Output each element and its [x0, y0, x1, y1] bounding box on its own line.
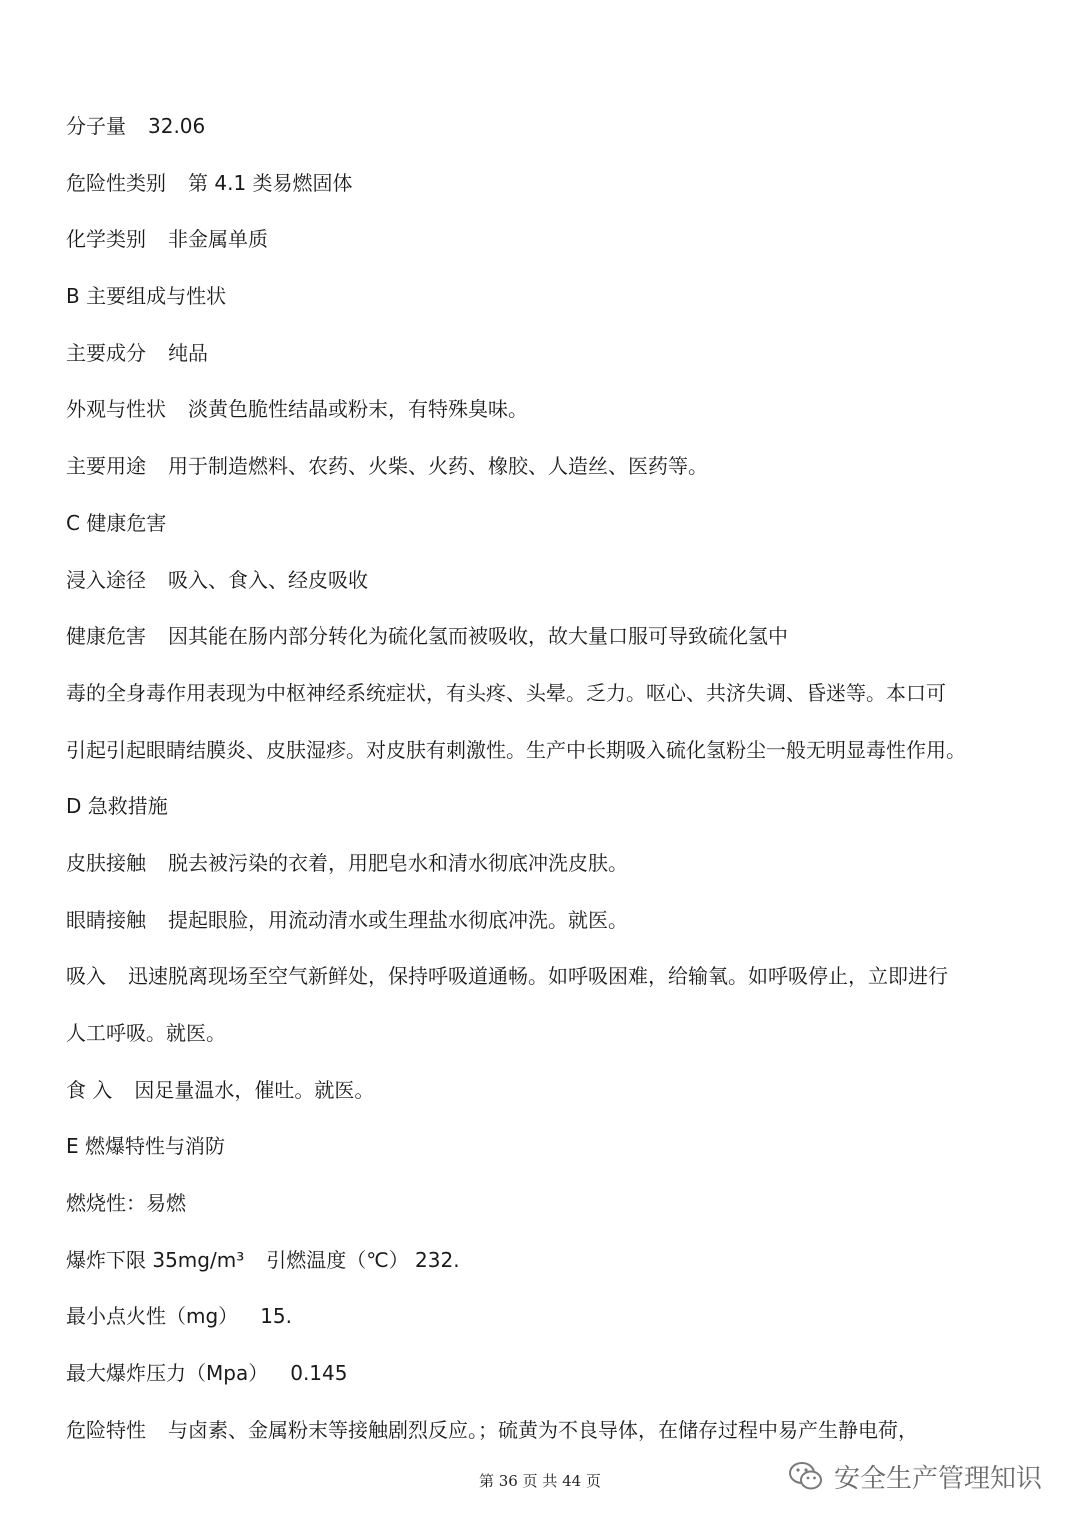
line-value: 提起眼脸，用流动清水或生理盐水彻底冲洗。就医。 — [168, 907, 628, 932]
text-line — [66, 614, 1026, 671]
text-line — [66, 444, 1026, 501]
line-value: 因足量温水，催吐。就医。 — [134, 1077, 375, 1102]
text-line — [66, 841, 1026, 898]
line-label: 最大爆炸压力（Mpa） — [66, 1361, 269, 1386]
line-label: 爆炸下限 35mg/m³ — [66, 1247, 245, 1272]
text-line — [66, 217, 1026, 274]
text-line — [66, 387, 1026, 444]
text-line — [66, 274, 1026, 331]
line-label: 皮肤接触 — [66, 850, 146, 875]
page-footer: 第 36 页 共 44 页 — [478, 1472, 601, 1490]
line-label: 主要成分 — [66, 340, 146, 365]
text-line — [66, 1124, 1026, 1181]
line-label: C 健康危害 — [66, 510, 167, 535]
text-line — [66, 1238, 1026, 1295]
text-line — [66, 898, 1026, 955]
line-label: 眼睛接触 — [66, 907, 146, 932]
line-label: 化学类别 — [66, 227, 146, 252]
line-value: 淡黄色脆性结晶或粉末，有特殊臭味。 — [188, 397, 528, 422]
watermark-text: 安全生产管理知识 — [833, 1463, 1042, 1494]
text-line — [66, 501, 1026, 558]
line-label: 危险特性 — [66, 1417, 146, 1442]
line-value: 因其能在肠内部分转化为硫化氢而被吸收，故大量口服可导致硫化氢中 — [168, 624, 788, 649]
line-label: 外观与性状 — [66, 397, 166, 422]
line-label: B 主要组成与性状 — [66, 284, 227, 309]
line-value: 吸入、食入、经皮吸收 — [168, 567, 368, 592]
text-line — [66, 1011, 1026, 1068]
line-value: 人工呼吸。就医。 — [66, 1021, 226, 1045]
line-label: 最小点火性（mg） — [66, 1304, 239, 1329]
wechat-icon — [786, 1456, 826, 1496]
text-line — [66, 1068, 1026, 1125]
line-value: 与卤素、金属粉末等接触剧烈反应。；硫黄为不良导体，在储存过程中易产生静电荷， — [168, 1417, 918, 1442]
line-value: 第 4.1 类易燃固体 — [188, 170, 353, 195]
line-value: 毒的全身毒作用表现为中枢神经系统症状，有头疼、头晕。乏力。呕心、共济失调、昏迷等。本口可 — [66, 680, 946, 705]
text-line — [66, 104, 1026, 161]
text-line — [66, 671, 1026, 728]
line-label: 燃烧性：易燃 — [66, 1191, 186, 1216]
line-value: 32.06 — [148, 114, 206, 138]
line-value: 引起引起眼睛结膜炎、皮肤湿疹。对皮肤有刺激性。生产中长期吸入硫化氢粉尘一般无明显毒性作用。 — [66, 737, 966, 762]
line-label: D 急救措施 — [66, 794, 168, 819]
line-label: E 燃爆特性与消防 — [66, 1134, 225, 1159]
text-line — [66, 1181, 1026, 1238]
line-label: 浸入途径 — [66, 567, 146, 592]
line-value: 引燃温度（℃） 232. — [266, 1247, 460, 1272]
line-label: 食 入 — [66, 1077, 113, 1102]
line-value: 纯品 — [168, 340, 208, 365]
text-line — [66, 954, 1026, 1011]
line-value: 脱去被污染的衣着，用肥皂水和清水彻底冲洗皮肤。 — [168, 850, 628, 875]
line-label: 危险性类别 — [66, 170, 166, 195]
line-label: 吸入 — [66, 964, 106, 989]
text-line — [66, 558, 1026, 615]
line-value: 0.145 — [290, 1361, 348, 1386]
text-line — [66, 1351, 1026, 1408]
line-value: 用于制造燃料、农药、火柴、火药、橡胶、人造丝、医药等。 — [168, 454, 708, 479]
line-value: 15. — [260, 1304, 292, 1329]
line-value: 非金属单质 — [168, 227, 268, 252]
text-line — [66, 161, 1026, 218]
line-label: 主要用途 — [66, 454, 146, 479]
line-label: 健康危害 — [66, 624, 146, 649]
line-label: 分子量 — [66, 114, 126, 138]
text-line — [66, 331, 1026, 388]
text-line — [66, 784, 1026, 841]
text-line — [66, 1294, 1026, 1351]
text-line — [66, 728, 1026, 785]
document-body — [66, 104, 1026, 1465]
line-value: 迅速脱离现场至空气新鲜处，保持呼吸道通畅。如呼吸困难，给输氧。如呼吸停止，立即进行 — [128, 964, 948, 989]
watermark — [786, 1456, 1042, 1496]
